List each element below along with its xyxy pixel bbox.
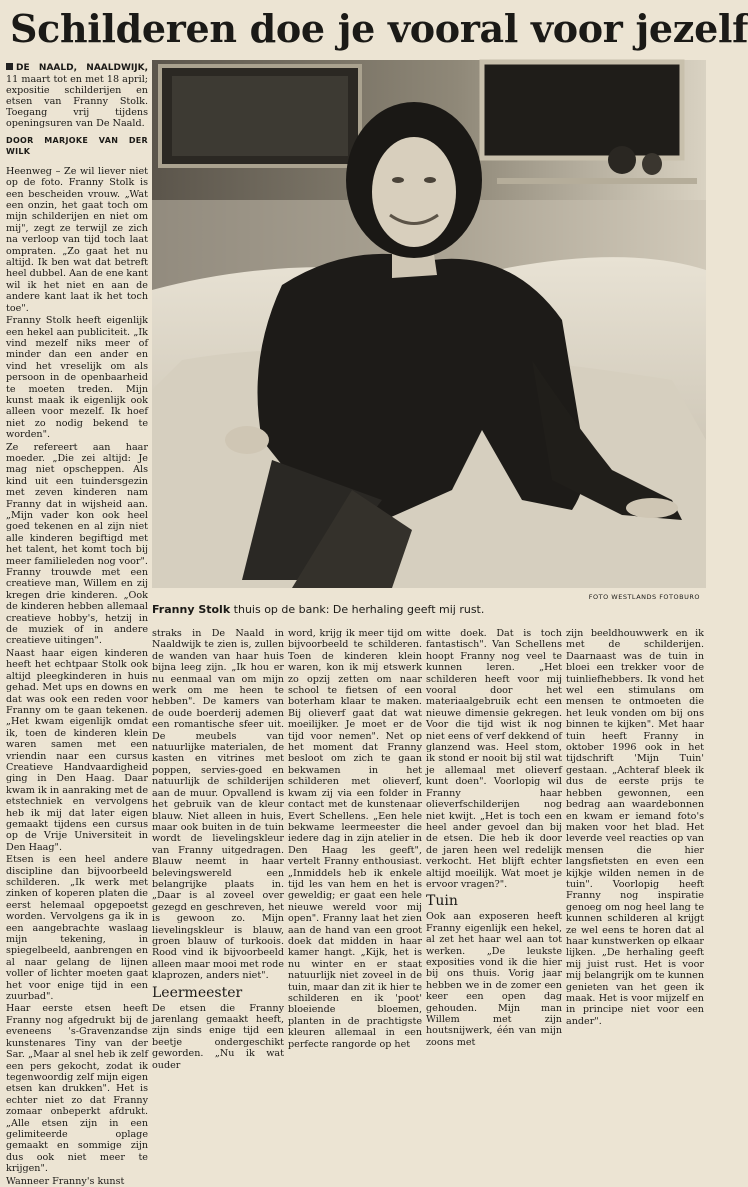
paragraph: Etsen is een heel andere discipline dan bijvoorbeeld schilderen. „Ik werk met zinken of koperen platen die eerst helemaal opgepoetst worden. Vervolgens ga ik in een aangebrachte waslaag mijn tekening, in spiegelbeeld, aanbrengen en al naar gelang de lijnen voller of lichter moeten gaat het voor enige tijd in een zuurbad". [6, 854, 148, 1003]
paragraph: Wanneer Franny's kunst [6, 1175, 125, 1187]
column-1 [6, 62, 148, 1187]
paragraph: Franny Stolk heeft eigenlijk een hekel aan publiciteit. „Ik vind mezelf niks meer of minder dan een ander en vind het vreselijk om als persoon in de openbaarheid te moeten treden. Mijn kunst maak ik eigenlijk ook alleen voor mezelf. Ik hoef niet zo nodig bekend te worden". [6, 315, 148, 441]
subheading-leermeester: Leermeester [152, 984, 243, 1001]
caption-name: Franny Stolk [152, 603, 231, 616]
portrait-photo-drawing [152, 60, 706, 588]
paragraph: word, krijg ik meer tijd om bijvoorbeeld te schilderen. Toen de kinderen klein waren, kon ik mij etswerk zo opzij zetten om naar school te fietsen of een boterham klaar te maken. Bij olieverf gaat dat wat moeilijker. Je moet er de tijd voor nemen". Net op het moment dat Franny besloot om zich te gaan bekwamen in het schilderen met olieverf, kwam zij via een folder in contact met de kunstenaar Evert Schellens. „Een hele bekwame leermeester die iedere dag in zijn atelier in Den Haag les geeft", vertelt Franny enthousiast. „Inmiddels heb ik enkele tijd les van hem en het is geweldig; er gaat een hele nieuwe wereld voor mij open". Franny laat het zien aan de hand van een groot doek dat midden in haar kamer hangt. „Kijk, het is nu winter en er staat natuurlijk niet zoveel in de tuin, maar dan zit ik hier te schilderen en ik 'poot' bloeiende bloemen, planten in de prachtigste kleuren allemaal in een perfecte rangorde op het [288, 628, 422, 1050]
subheading-tuin: Tuin [426, 893, 458, 910]
paragraph: zijn beeldhouwwerk en ik met de schilderijen. Daarnaast was de tuin in bloei een trekker voor de tuinliefhebbers. Ik vond het wel een stimulans om mensen te ontmoeten die het leuk vonden om bij ons binnen te kijken". Met haar tuin heeft Franny in oktober 1996 ook in het tijdschrift 'Mijn Tuin' gestaan. „Achteraf bleek ik dus de eerste prijs te hebben gewonnen, een bedrag aan waardebonnen en kwam er iemand foto's maken voor het blad. Het leverde veel reacties op van mensen die hier langsfietsten en even een kijkje wilden nemen in de tuin". Voorlopig heeft Franny nog inspiratie genoeg om nog heel lang te kunnen schilderen al krijgt ze wel eens te horen dat al haar kunstwerken op elkaar lijken. „De herhaling geeft mij juist rust. Het is voor mij belangrijk om te kunnen genieten van het geen ik maak. Het is voor mijzelf en in principe niet voor een ander". [566, 628, 704, 1027]
paragraph: Ze refereert aan haar moeder. „Die zei altijd: Je mag niet opscheppen. Als kind uit een tuindersgezin met zeven kinderen nam Franny dat in wijsheid aan. „Mijn vader kon ook heel goed tekenen en al zijn niet alle kinderen begiftigd met het talent, het komt toch bij meer familieleden nog voor". Franny trouwde met een creatieve man, Willem en zij kregen drie kinderen. „Ook de kinderen hebben allemaal creatieve hobby's, hetzij in de muziek of in andere creatieve uitingen". [6, 441, 148, 647]
bullet-square-icon [6, 63, 13, 70]
photo-credit: FOTO WESTLANDS FOTOBURO [588, 593, 700, 601]
paragraph: witte doek. Dat is toch fantastisch". Van Schellens hoopt Franny nog veel te kunnen leren. „Het schilderen heeft voor mij vooral door het materiaalgebruik echt een nieuwe dimensie gekregen. Voor die tijd wist ik nog niet eens of verf dekkend of glanzend was. Heel stom, ik stond er nooit bij stil wat je allemaal met olieverf kunt doen". Voorlopig wil Franny haar olieverfschilderijen nog niet kwijt. „Het is toch een heel ander gevoel dan bij de etsen. Die heb ik door de jaren heen wel redelijk verkocht. Het blijft echter altijd moeilijk. Wat moet je ervoor vragen?". [426, 628, 562, 890]
exhibition-info [6, 62, 148, 129]
portrait-photo [152, 60, 706, 588]
paragraph: Haar eerste etsen heeft Franny nog afgedrukt bij de eveneens 's-Gravenzandse kunstenares Tiny van der Sar. „Maar al snel heb ik zelf een pers gekocht, zodat ik tegenwoordig zelf mijn eigen etsen kan drukken". Het is echter niet zo dat Franny zomaar onbeperkt afdrukt. „Alle etsen zijn in een gelimiteerde oplage gemaakt en sommige zijn dus ook niet meer te krijgen". [6, 1003, 148, 1175]
paragraph: Heenweg – Ze wil liever niet op de foto. Franny Stolk is een bescheiden vrouw. „Wat een onzin, het gaat toch om mijn schilderijen en niet om mij", zegt ze terwijl ze zich na verloop van tijd toch laat ompraten. „Zo gaat het nu altijd. Ik ben wat dat betreft heel dubbel. Aan de ene kant wil ik het niet en aan de andere kant laat ik het toch toe". [6, 165, 148, 314]
paragraph: Naast haar eigen kinderen heeft het echtpaar Stolk ook altijd pleegkinderen in huis gehad. Met ups en downs en dat was ook een reden voor Franny om te gaan tekenen. „Het kwam eigenlijk omdat ik, toen de kinderen klein waren samen met een vriendin naar een cursus Creatieve Handvaardigheid ging in Den Haag. Daar kwam ik in aanraking met de etstechniek en vervolgens heb ik mij dat later eigen gemaakt tijdens een cursus op de Vrije Universiteit in Den Haag". [6, 647, 148, 853]
column-3 [288, 628, 422, 1050]
info-text: 11 maart tot en met 18 april; expositie schilderijen en etsen van Franny Stolk. Toegang vrij tijdens openingsuren van De Naald. [6, 74, 148, 129]
photo-caption [152, 603, 706, 616]
caption-text: thuis op de bank: De herhaling geeft mij rust. [230, 603, 485, 616]
column-4 [426, 628, 562, 1048]
paragraph: Ook aan exposeren heeft Franny eigenlijk een hekel, al zet het haar wel aan tot werken. „De leukste exposities vond ik die hier bij ons thuis. Vorig jaar hebben we in de zomer een keer een open dag gehouden. Mijn man Willem met zijn houtsnijwerk, één van mijn zoons met [426, 911, 562, 1048]
headline: Schilderen doe je vooral voor jezelf [10, 6, 748, 51]
column-2 [152, 628, 284, 1071]
paragraph: straks in De Naald in Naaldwijk te zien is, zullen de wanden van haar huis bijna leeg zijn. „Ik hou er nu eenmaal van om mijn werk om me heen te hebben". De kamers van de oude boerderij ademen een romantische sfeer uit. De meubels van natuurlijke materialen, de kasten en vitrines met poppen, servies-goed en natuurlijk de schilderijen aan de muur. Opvallend is het gebruik van de kleur blauw. Niet alleen in huis, maar ook buiten in de tuin wordt de lievelingskleur van Franny uitgedragen. Blauw neemt in haar belevingswereld een belangrijke plaats in. „Daar is al zoveel over gezegd en geschreven, het is gewoon zo. Mijn lievelingskleur is blauw, groen blauw of turkoois. Rood vind ik bijvoorbeeld alleen maar mooi met rode klaprozen, anders niet". [152, 628, 284, 982]
paragraph: De etsen die Franny jarenlang gemaakt heeft, zijn sinds enige tijd een beetje ondergeschikt geworden. „Nu ik wat ouder [152, 1002, 284, 1071]
byline: DOOR MARJOKE VAN DER WILK [6, 136, 148, 157]
info-location: DE NAALD, NAALDWIJK, [16, 63, 148, 73]
column-5 [566, 628, 704, 1027]
